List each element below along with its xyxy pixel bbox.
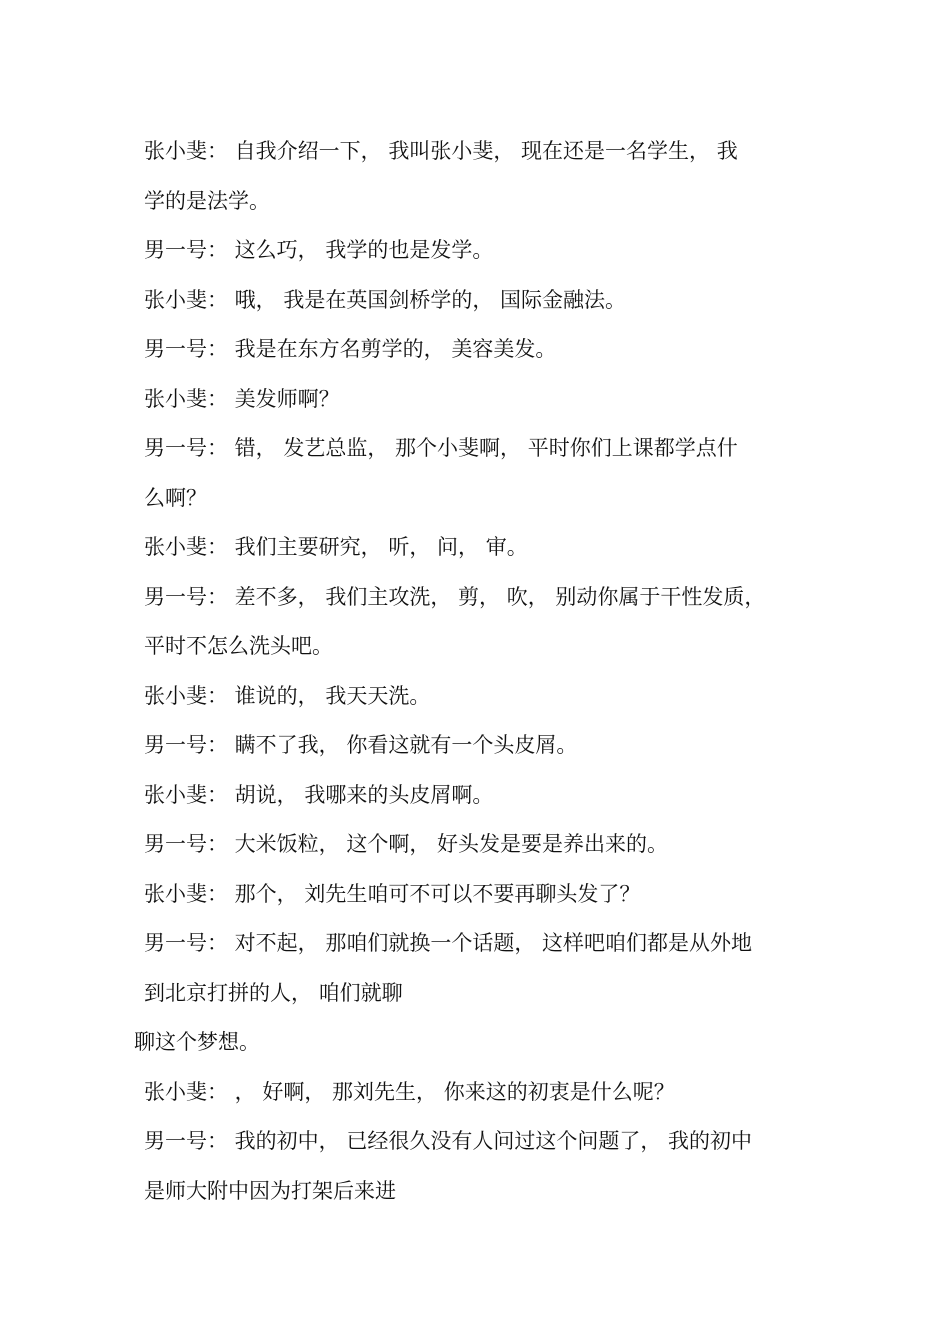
dialogue-line <box>144 430 824 480</box>
dialogue-line <box>144 876 824 926</box>
dialogue-text: 胡说， 我哪来的头皮屑啊。 <box>228 782 494 807</box>
speaker-label: 男一号： <box>144 436 228 460</box>
dialogue-text: 哦， 我是在英国剑桥学的， 国际金融法。 <box>228 287 627 312</box>
dialogue-line <box>144 331 824 381</box>
dialogue-text: 我是在东方名剪学的， 美容美发。 <box>228 337 557 361</box>
dialogue-text: 我们主要研究， 听， 问， 审。 <box>228 535 528 559</box>
dialogue-text: 聊这个梦想。 <box>134 1030 260 1054</box>
dialogue-text: 平时不怎么洗头吧。 <box>144 634 333 658</box>
dialogue-text: 那个， 刘先生咱可不可以不要再聊头发了？ <box>228 881 641 906</box>
speaker-label: 张小斐： <box>144 782 228 807</box>
speaker-label: 张小斐： <box>144 386 228 411</box>
dialogue-line-continuation <box>144 480 824 530</box>
speaker-label: 男一号： <box>144 1129 228 1153</box>
dialogue-text: 美发师啊？ <box>228 386 340 411</box>
dialogue-text: 么啊？ <box>144 485 207 510</box>
dialogue-line <box>144 826 824 876</box>
speaker-label: 男一号： <box>144 584 228 609</box>
speaker-label: 张小斐： <box>144 535 228 559</box>
dialogue-line <box>144 579 824 629</box>
dialogue-line-continuation <box>144 1173 824 1223</box>
dialogue-text: 我的初中， 已经很久没有人问过这个问题了， 我的初中 <box>228 1129 753 1153</box>
speaker-label: 张小斐： <box>144 1079 228 1104</box>
dialogue-text: 差不多， 我们主攻洗， 剪， 吹， 别动你属于干性发质， <box>228 584 766 609</box>
speaker-label: 张小斐： <box>144 683 228 708</box>
dialogue-line-continuation <box>144 975 824 1025</box>
dialogue-text: 对不起， 那咱们就换一个话题， 这样吧咱们都是从外地 <box>228 931 753 955</box>
dialogue-line-continuation <box>144 183 824 233</box>
speaker-label: 张小斐： <box>144 287 228 312</box>
dialogue-line-continuation <box>144 628 824 678</box>
dialogue-line <box>144 1123 824 1173</box>
dialogue-line <box>144 777 824 827</box>
dialogue-line <box>144 133 824 183</box>
speaker-label: 男一号： <box>144 931 228 955</box>
dialogue-text: 错， 发艺总监， 那个小斐啊， 平时你们上课都学点什 <box>228 436 738 460</box>
dialogue-script <box>134 133 824 1222</box>
dialogue-text: ， 好啊， 那刘先生， 你来这的初衷是什么呢？ <box>228 1079 675 1104</box>
dialogue-text: 是师大附中因为打架后来进 <box>144 1178 396 1203</box>
dialogue-line <box>144 381 824 431</box>
dialogue-text: 大米饭粒， 这个啊， 好头发是要是养出来的。 <box>228 832 669 856</box>
dialogue-line <box>144 529 824 579</box>
speaker-label: 男一号： <box>144 238 228 262</box>
speaker-label: 男一号： <box>144 733 228 757</box>
dialogue-text: 这么巧， 我学的也是发学。 <box>228 238 494 262</box>
dialogue-line <box>144 727 824 777</box>
speaker-label: 男一号： <box>144 337 228 361</box>
dialogue-line <box>144 678 824 728</box>
dialogue-line <box>144 232 824 282</box>
dialogue-line <box>144 282 824 332</box>
dialogue-line <box>144 1074 824 1124</box>
dialogue-line-continuation <box>134 1024 824 1074</box>
dialogue-text: 瞒不了我， 你看这就有一个头皮屑。 <box>228 733 578 757</box>
speaker-label: 张小斐： <box>144 139 228 163</box>
speaker-label: 男一号： <box>144 832 228 856</box>
dialogue-line <box>144 925 824 975</box>
dialogue-text: 自我介绍一下， 我叫张小斐， 现在还是一名学生， 我 <box>228 139 738 163</box>
dialogue-text: 到北京打拼的人， 咱们就聊 <box>144 980 403 1005</box>
speaker-label: 张小斐： <box>144 881 228 906</box>
dialogue-text: 谁说的， 我天天洗。 <box>228 683 431 708</box>
dialogue-text: 学的是法学。 <box>144 188 270 213</box>
